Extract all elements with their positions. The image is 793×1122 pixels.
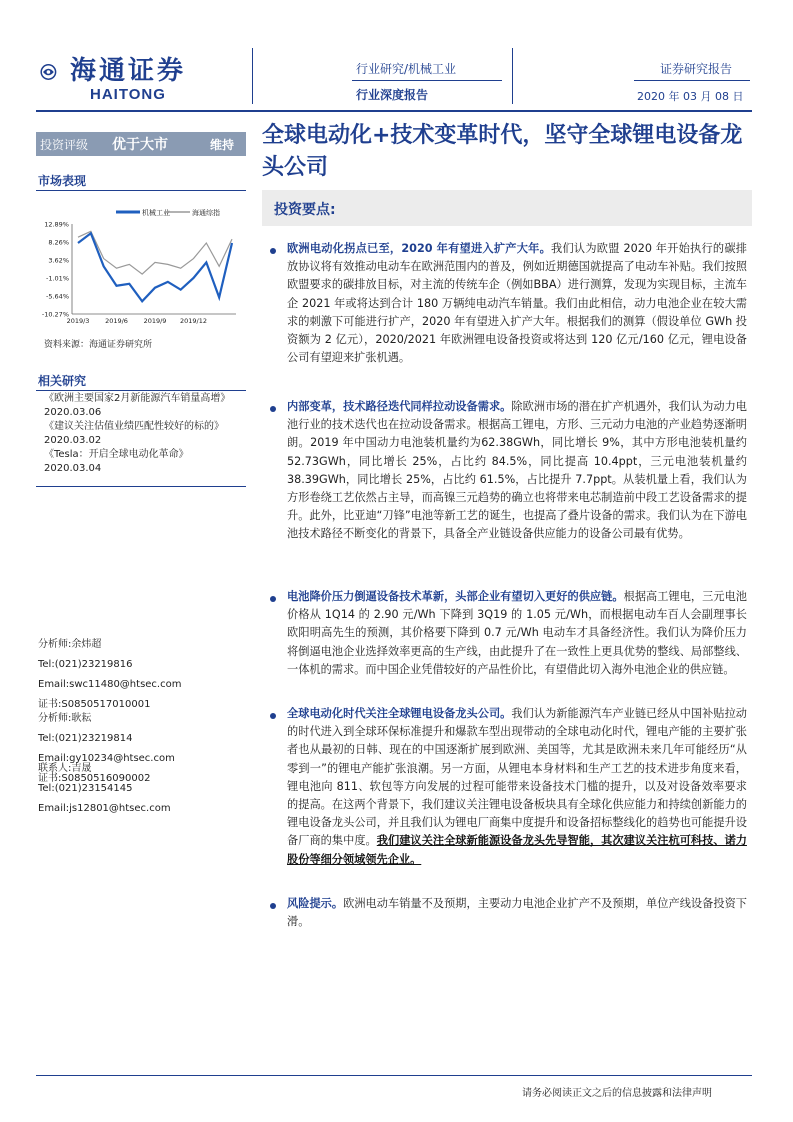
header-report-kind: 行业深度报告 [356, 88, 429, 102]
x-tick-label: 2019/12 [179, 317, 208, 325]
market-section-title: 市场表现 [38, 174, 87, 188]
related-item[interactable]: 《建议关注估值业绩匹配性较好的标的》 2020.03.02 [44, 421, 224, 446]
y-tick-label: 8.26% [48, 238, 69, 247]
report-header [0, 0, 793, 110]
y-tick-label: -5.64% [46, 292, 69, 301]
x-tick-label: 2019/9 [143, 317, 167, 325]
contact-card: 联系人:吉晟 Tel:(021)23154145 Email:js12801@htsec.com [38, 763, 171, 814]
y-tick-label: -10.27% [41, 310, 69, 319]
rating-value: 优于大市 [112, 137, 168, 153]
y-tick-label: -1.01% [46, 274, 69, 283]
point-3: 电池降价压力倒逼设备技术革新，头部企业有望切入更好的供应链。根据高工锂电，三元电池价格从 1Q14 的 2.90 元/Wh 下降到 3Q19 的 1.05 元/Wh，而根据电动车百人会副理事长欧阳明高先生的预测，其价格要下降到 0.7 元/Wh 电动车才具备经济性。我们认为降价压力将倒逼电池企业选择效率更高的生产线，由此提升了在一致性上更具优势的整线、局部整线、一体机的需求。而中国企业凭借较好的产品性价比，有望借此切入海外电池企业的供应链。 [287, 590, 747, 676]
rating-action: 维持 [210, 138, 235, 152]
report-title: 全球电动化+技术变革时代，坚守全球锂电设备龙头公司 [262, 123, 743, 180]
y-tick-label: 12.89% [44, 220, 69, 229]
header-report-type: 证券研究报告 [660, 62, 733, 76]
logo-english-name: HAITONG [90, 86, 166, 103]
disclaimer-footer: 请务必阅读正文之后的信息披露和法律声明 [522, 1088, 712, 1099]
point-4: 全球电动化时代关注全球锂电设备龙头公司。我们认为新能源汽车产业链已经从中国补贴拉动的时代进入到全球环保标准提升和爆款车型出现带动的全球电动化时代，锂电产能的主要扩张者也从最初的日韩、现在的中国逐渐扩展到欧洲、美国等，尤其是欧洲未来几年可能经历“从零到一”的锂电产能扩张浪潮。另一方面，从锂电本身材料和生产工艺的技术进步角度来看，锂电池向 811、软包等方向发展的过程可能带来设备技术门槛的提升，以及对设备效率要求的提高。在这两个背景下，我们建议关注锂电设备板块具有全球化供应能力和持续创新能力的锂电设备龙头公司，并且我们认为锂电厂商集中度提升和设备招标整线化的趋势也可能提升设备厂商的集中度。我们建议关注全球新能源设备龙头先导智能，其次建议关注杭可科技、诺力股份等细分领域领先企业。 [287, 707, 747, 866]
investment-rating [36, 132, 246, 156]
rating-label: 投资评级 [40, 138, 89, 152]
series-line-0 [78, 233, 232, 301]
x-tick-label: 2019/3 [66, 317, 90, 325]
legend-machinery: 机械工业 [142, 209, 170, 217]
analyst-card: 分析师:耿耘 Tel:(021)23219814 Email:gy10234@htsec.com 证书:S0850516090002 [38, 713, 175, 784]
legend-composite: 海通综指 [192, 209, 220, 217]
market-performance-chart [36, 200, 246, 330]
related-item[interactable]: 《Tesla：开启全球电动化革命》 2020.03.04 [44, 449, 189, 474]
related-research-title: 相关研究 [38, 374, 87, 388]
report-date: 2020 年 03 月 08 日 [637, 90, 744, 103]
y-tick-label: 3.62% [48, 256, 69, 265]
related-item[interactable]: 《欧洲主要国家2月新能源汽车销量高增》 2020.03.06 [44, 393, 231, 418]
logo-chinese-name: 海通证券 [70, 56, 187, 86]
point-2: 内部变革，技术路径迭代同样拉动设备需求。除欧洲市场的潜在扩产机遇外，我们认为动力电池行业的技术迭代也在拉动设备需求。根据高工锂电，方形、三元动力电池的产业趋势逐渐明朗。2019 年中国动力电池装机量约为62.38GWh，同比增长 9%，其中方形电池装机量约 52.73GWh，同比增长 25%，占比约 84.5%，同比提高 10.4ppt，三元电池装机量约 38.39GWh，同比增长 25%，占比约 61.5%，占比提升 7.7ppt。从装机量上看，我们认为方形卷绕工艺依然占主导，而高镍三元趋势的确立也将带来电芯制造前中段工艺设备需求的提升。此外，比亚迪“刀锋”电池等新工艺的诞生，也提高了叠片设备的需求。我们认为在下游电池技术路径不断变化的背景下，具备全产业链设备供应能力的设备公司最有优势。 [287, 400, 747, 541]
point-5: 风险提示。欧洲电动车销量不及预期，主要动力电池企业扩产不及预期，单位产线设备投资下滑。 [287, 897, 747, 929]
key-points-header: 投资要点: [262, 190, 752, 226]
header-category: 行业研究/机械工业 [356, 62, 457, 76]
chart-source: 资料来源：海通证券研究所 [44, 340, 153, 350]
x-tick-label: 2019/6 [105, 317, 128, 325]
analyst-card: 分析师:余炜超 Tel:(021)23219816 Email:swc11480@htsec.com 证书:S0850517010001 [38, 639, 182, 710]
point-1: 欧洲电动化拐点已至，2020 年有望进入扩产大年。我们认为欧盟 2020 年开始执行的碳排放协议将有效推动电动车在欧洲范围内的普及，例如近期德国就提高了电动车补贴。我们按照欧盟要求的碳排放目标，对主流的传统车企（例如BBA）进行测算，发现为实现目标，主流车企 2021 年或将达到合计 180 万辆纯电动汽车销量。我们由此相信，动力电池企业在较大需求的刺激下可能进行扩产，2020 年有望进入扩产大年。根据我们的测算（假设单位 GWh 投资额为 2 亿元），2020/2021 年欧洲锂电设备投资或将达到 120 亿元/160 亿元，锂电设备公司有望迎来扩张机遇。 [287, 242, 747, 365]
